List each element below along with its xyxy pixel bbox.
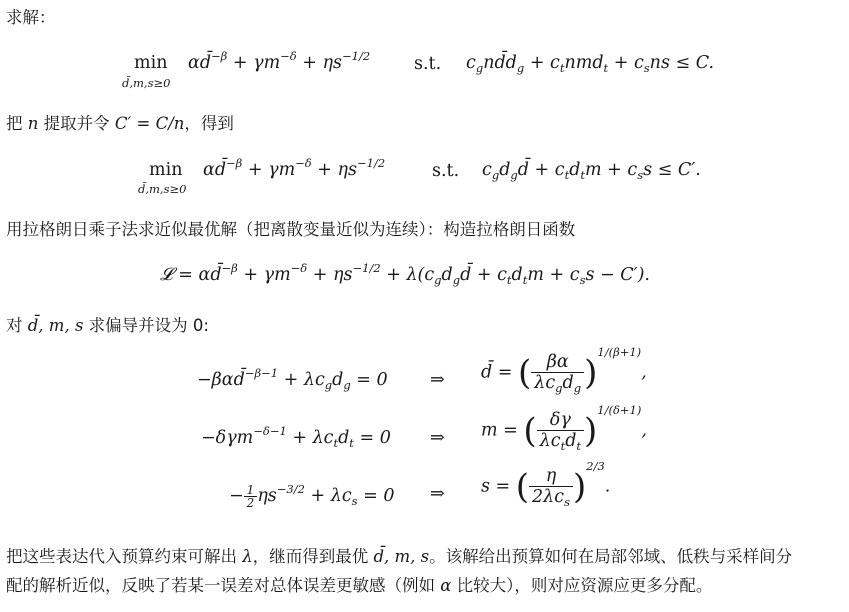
eq1-st: s.t. (414, 54, 442, 74)
eq1-constraint: $c_gnd̄d_g + c_tnmd_t + c_sns \le C$. (466, 53, 715, 75)
eq4-row2-rhs: m = ( $\frac{\delta\gamma}{\lambda c_td_t}$ )$^{1/(\delta+1)}$, (481, 402, 647, 453)
p5-l2-post: 比较大），则对应资源应更多分配。 (451, 576, 713, 595)
eq4-row3-rhs: s = ( $\frac{\eta}{2\lambda c_s}$ )$^{2/3}$. (481, 458, 611, 509)
paragraph-lagrange (6, 219, 575, 241)
eq2-min: min (149, 160, 183, 180)
p5-l2-pre: 配的解析近似，反映了若某一误差对总体误差更敏感（例如 (6, 576, 441, 595)
implies-arrow-2: ⇒ (430, 428, 445, 448)
p5-l1-pre: 把这些表达代入预算约束可解出 (6, 547, 243, 566)
equation-3-lagrangian: 𝓛 = αd̄$^{-\beta}$ + $\gamma m^{-\delta} + \eta s^{-1/2}$ + $\lambda(c_gd_gd̄ + c_td_tm + c_ss - C')$. (160, 261, 650, 287)
eq1-objective: αd̄$^{-\beta}$ + $\gamma m^{-\delta} + \eta s^{-1/2}$ (188, 49, 371, 73)
paragraph-extract-n (6, 113, 234, 135)
eq1-min: min (134, 53, 168, 73)
eq1-min-subscript: d̄,m,s≥0 (122, 76, 171, 90)
eq2-st: s.t. (432, 161, 460, 181)
eq4-row1-lhs: −βαd̄$^{-\beta-1}$ + $\lambda c_gd_g = 0$ (197, 366, 388, 392)
eq2-min-subscript: d̄,m,s≥0 (138, 182, 187, 196)
eq4-row2-lhs: $-\delta\gamma m^{-\delta-1} + \lambda c_td_t = 0$ (201, 424, 391, 450)
intro-text: 求解： (6, 8, 56, 27)
p5-vars: d̄, m, s (373, 547, 430, 566)
implies-arrow-3: ⇒ (430, 484, 445, 504)
p5-alpha: α (440, 576, 452, 595)
eq4-row1-rhs: d̄ = ( $\frac{\beta\alpha}{\lambda c_gd_g}$ )$^{1/(\beta+1)}$, (481, 344, 647, 395)
p4-pre: 对 (6, 316, 28, 335)
p5-l1-post: 。该解给出预算如何在局部邻域、低秩与采样间分 (429, 547, 793, 566)
paragraph-partial-derivatives (6, 315, 209, 337)
p4-vars: d̄, m, s (27, 316, 84, 335)
eq2-objective: αd̄$^{-\beta}$ + $\gamma m^{-\delta} + \eta s^{-1/2}$ (203, 156, 386, 180)
p3-text: 用拉格朗日乘子法求近似最优解（把离散变量近似为连续）：构造拉格朗日函数 (6, 220, 576, 239)
eq4-row3-lhs: − $\frac{1}{2}$ $\eta s^{-3/2} + \lambda c_s = 0$ (229, 482, 395, 510)
p5-l1-mid: ，继而得到最优 (252, 547, 374, 566)
eq2-constraint: $c_gd_gd̄ + c_td_tm + c_ss \le C'$. (482, 160, 701, 182)
paragraph-intro (6, 7, 56, 29)
implies-arrow-1: ⇒ (430, 370, 445, 390)
paragraph-conclusion-line2 (6, 575, 712, 597)
p2-post: ，得到 (184, 114, 234, 133)
paragraph-conclusion-line1 (6, 546, 792, 568)
p5-lambda: λ (242, 547, 253, 566)
p2-var-n: n (27, 114, 39, 133)
p2-math: C′ = C/n (114, 114, 185, 133)
p2-mid: 提取并令 (38, 114, 115, 133)
p4-post: 求偏导并设为 0: (83, 316, 209, 335)
p2-pre: 把 (6, 114, 28, 133)
